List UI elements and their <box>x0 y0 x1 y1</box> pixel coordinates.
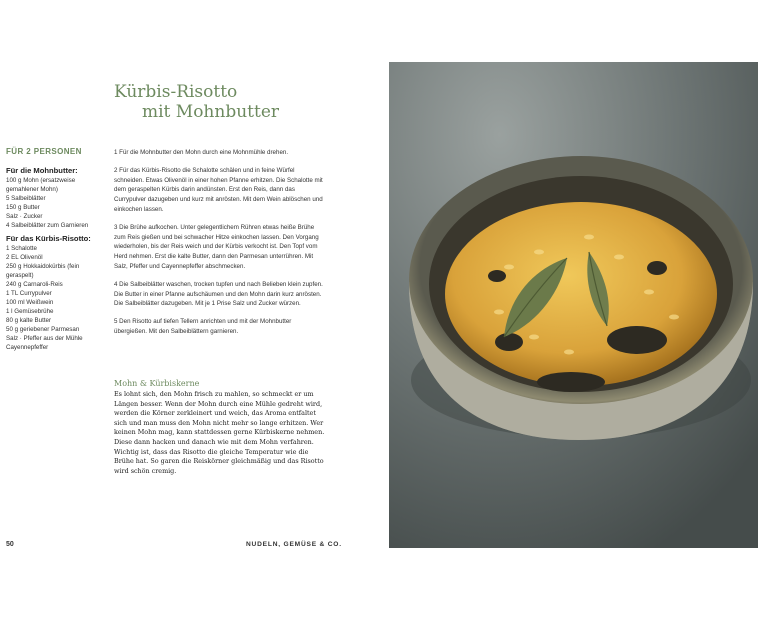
ingredient-item: Cayennepfeffer <box>6 344 49 351</box>
tip-text: Es lohnt sich, den Mohn frisch zu mahlen, so schmeckt er um Längen besser. Wenn der Mohn durch eine Mühle gedreht wird, werden die Körner zerkleinert und weich, das Aroma entfaltet sich und man muss den Mohn nicht mehr so lange erhitzen. Wer keinen Mohn mag, kann stattdessen gerne Kürbiskerne nehmen. Diese dann hacken und danach wie mit dem Mohn verfahren. Wichtig ist, dass das Risotto die gleiche Temperatur wie die Brühe hat. So garen die Reiskörner gleichmäßig und das Risotto wird schön cremig. <box>114 390 325 475</box>
step-5: 5 Den Risotto auf tiefen Tellern anrichten und mit der Mohnbutter übergießen. Mit den Salbeiblättern garnieren. <box>114 318 292 335</box>
tip-box <box>114 379 326 476</box>
title-line-2: mit Mohnbutter <box>142 102 280 122</box>
ingredient-item: 5 Salbeiblätter <box>6 195 46 202</box>
step-4: 4 Die Salbeiblätter waschen, trocken tupfen und nach Belieben klein zupfen. Die Butter in einer Pfanne aufschäumen und den Mohn darin kurz anrösten. Die Salbeiblätter dazugeben. Mit je 1 Prise Salz und Zucker würzen. <box>114 280 323 308</box>
ingredient-group-heading: Für das Kürbis-Risotto: <box>6 234 91 243</box>
chapter-title: NUDELN, GEMÜSE & CO. <box>246 541 342 548</box>
step-2: 2 Für das Kürbis-Risotto die Schalotte schälen und in feine Würfel schneiden. Etwas Olivenöl in einer hohen Pfanne erhitzen. Die Schalotte mit dem geraspelten Kürbis darin andünsten. Erst den Reis, dann das Currypulver dazugeben und kurz mit anrösten. Mit dem Wein ablöschen und einkochen lassen. <box>114 166 323 213</box>
ingredient-item: 150 g Butter <box>6 204 40 211</box>
ingredient-item: 100 ml Weißwein <box>6 299 54 306</box>
risotto-bowl-image <box>389 62 758 548</box>
ingredient-item: 1 l Gemüsebrühe <box>6 308 54 315</box>
risotto-photo <box>389 62 758 548</box>
ingredient-item: 240 g Carnaroli-Reis <box>6 281 63 288</box>
servings-label: FÜR 2 PERSONEN <box>6 147 82 156</box>
ingredient-item: 1 Schalotte <box>6 245 37 252</box>
ingredient-item: 4 Salbeiblätter zum Garnieren <box>6 222 89 229</box>
ingredient-item: geraspelt) <box>6 272 34 279</box>
title-line-1: Kürbis-Risotto <box>114 82 238 102</box>
ingredient-item: 250 g Hokkaidokürbis (fein <box>6 263 80 270</box>
recipe-title <box>114 82 279 122</box>
ingredient-group-heading: Für die Mohnbutter: <box>6 166 78 175</box>
ingredient-item: 2 EL Olivenöl <box>6 254 43 261</box>
ingredient-item: gemahlener Mohn) <box>6 186 58 193</box>
step-1: 1 Für die Mohnbutter den Mohn durch eine Mohnmühle drehen. <box>114 149 289 156</box>
ingredient-item: 80 g kalte Butter <box>6 317 52 324</box>
preparation-steps <box>114 148 326 345</box>
ingredient-item: Salz · Pfeffer aus der Mühle <box>6 335 83 342</box>
ingredients-list <box>6 166 110 352</box>
ingredient-item: 50 g geriebener Parmesan <box>6 326 80 333</box>
ingredient-item: 100 g Mohn (ersatzweise <box>6 177 76 184</box>
tip-heading: Mohn & Kürbiskerne <box>114 379 200 388</box>
ingredient-item: Salz · Zucker <box>6 213 43 220</box>
page-number: 50 <box>6 541 14 548</box>
step-3: 3 Die Brühe aufkochen. Unter gelegentlichem Rühren etwas heiße Brühe zum Reis gießen und bei schwacher Hitze einkochen lassen. Den Vorgang wiederholen, bis der Reis weich und der Kürbis verkocht ist. Den Topf vom Herd nehmen. Erst die kalte Butter, dann den Parmesan unterrühren. Mit Salz, Pfeffer und Cayennepfeffer abschmecken. <box>114 223 319 270</box>
ingredient-item: 1 TL Currypulver <box>6 290 52 297</box>
